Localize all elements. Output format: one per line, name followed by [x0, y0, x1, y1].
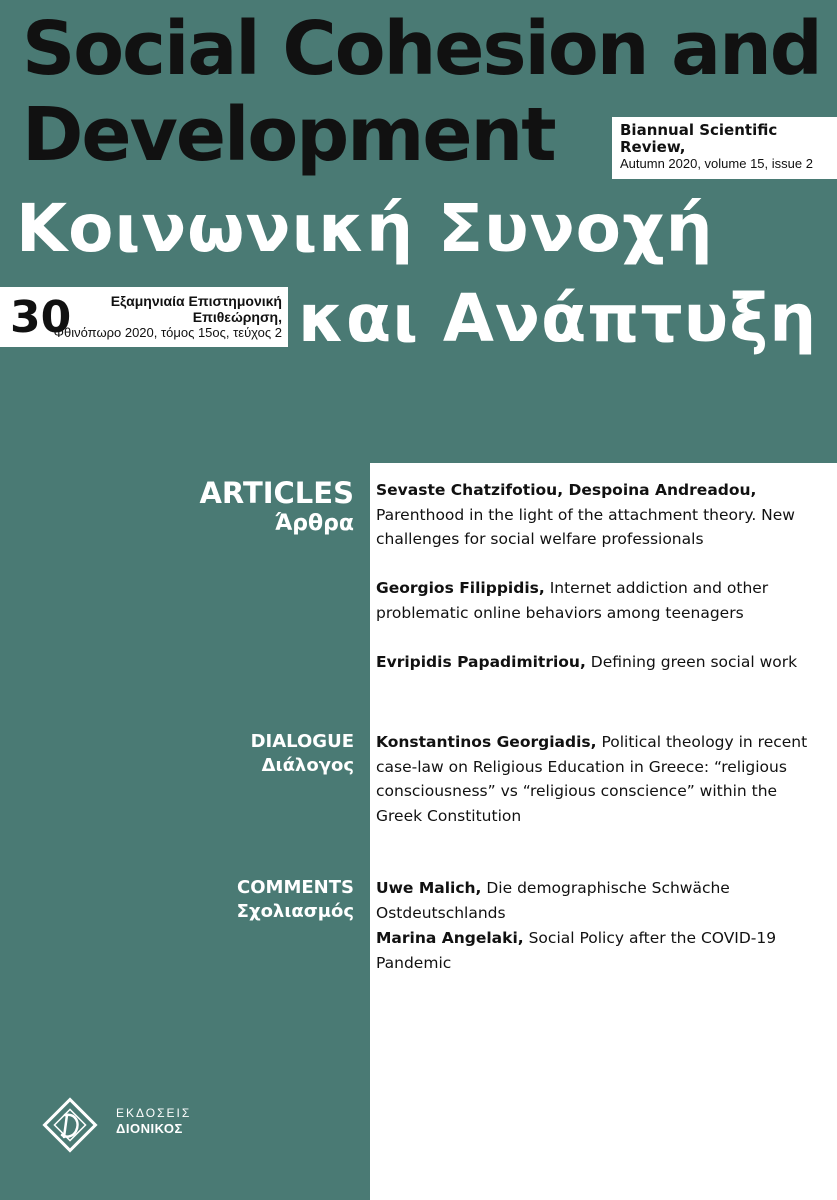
- issue-english: Autumn 2020, volume 15, issue 2: [620, 156, 813, 171]
- contents-entry: [376, 650, 826, 675]
- entry-author: Uwe Malich,: [376, 879, 482, 897]
- entry-title: Political theology in recent case-law on Religious Education in Greece: “religious consciousness” vs “religious conscience” within the Greek Constitution: [376, 733, 808, 825]
- subtitle-english: Biannual Scientific Review,: [620, 121, 778, 156]
- title-english-line1: Social Cohesion and: [22, 6, 821, 92]
- subtitle-greek-line2: Επιθεώρηση,: [192, 309, 282, 325]
- entry-title: Internet addiction and other problematic online behaviors among teenagers: [376, 579, 769, 622]
- publisher-line2: ΔΙΟΝΙΚΟΣ: [116, 1121, 183, 1136]
- contents-entry: [376, 730, 826, 828]
- contents-entry: [376, 876, 826, 925]
- title-english-line2: Development: [22, 92, 555, 178]
- entry-author: Evripidis Papadimitriou,: [376, 653, 586, 671]
- section-articles-en: ARTICLES: [199, 476, 354, 510]
- section-comments-en: COMMENTS: [237, 877, 354, 898]
- contents-entry: [376, 576, 826, 625]
- publisher-logo: [38, 1093, 198, 1157]
- contents-entry: [376, 478, 826, 552]
- greek-subtitle-box: [0, 287, 288, 347]
- section-dialogue: [251, 730, 354, 778]
- entry-title: Parenthood in the light of the attachment theory. New challenges for social welfare professionals: [376, 505, 795, 548]
- publisher-line1: ΕΚΔΟΣΕΙΣ: [116, 1106, 192, 1120]
- contents-panel: [370, 463, 837, 1200]
- entry-author: Sevaste Chatzifotiou, Despoina Andreadou,: [376, 481, 757, 499]
- entry-title: Die demographische Schwäche Ostdeutschlands: [376, 879, 730, 922]
- title-greek-line2: και Ανάπτυξη: [298, 280, 818, 357]
- contents-entry: [376, 926, 826, 975]
- publisher-emblem-icon: [38, 1093, 102, 1157]
- section-comments-gr: Σχολιασμός: [236, 901, 354, 922]
- english-subtitle-box: [612, 117, 837, 179]
- issue-greek: Φθινόπωρο 2020, τόμος 15ος, τεύχος 2: [53, 325, 282, 340]
- subtitle-greek-line1: Εξαμηνιαία Επιστημονική: [110, 293, 282, 309]
- section-dialogue-gr: Διάλογος: [261, 755, 354, 776]
- title-greek-line1: Κοινωνική Συνοχή: [16, 190, 714, 267]
- entry-title: Social Policy after the COVID-19 Pandemic: [376, 929, 777, 972]
- entry-author: Georgios Filippidis,: [376, 579, 545, 597]
- issue-number: 30: [10, 292, 72, 343]
- greek-subtitle: [54, 293, 282, 341]
- section-dialogue-en: DIALOGUE: [250, 731, 354, 752]
- entry-title: Defining green social work: [590, 653, 798, 671]
- section-articles: [199, 476, 354, 538]
- section-comments: [237, 876, 354, 924]
- entry-author: Konstantinos Georgiadis,: [376, 733, 597, 751]
- entry-author: Marina Angelaki,: [376, 929, 524, 947]
- section-articles-gr: Άρθρα: [274, 511, 354, 536]
